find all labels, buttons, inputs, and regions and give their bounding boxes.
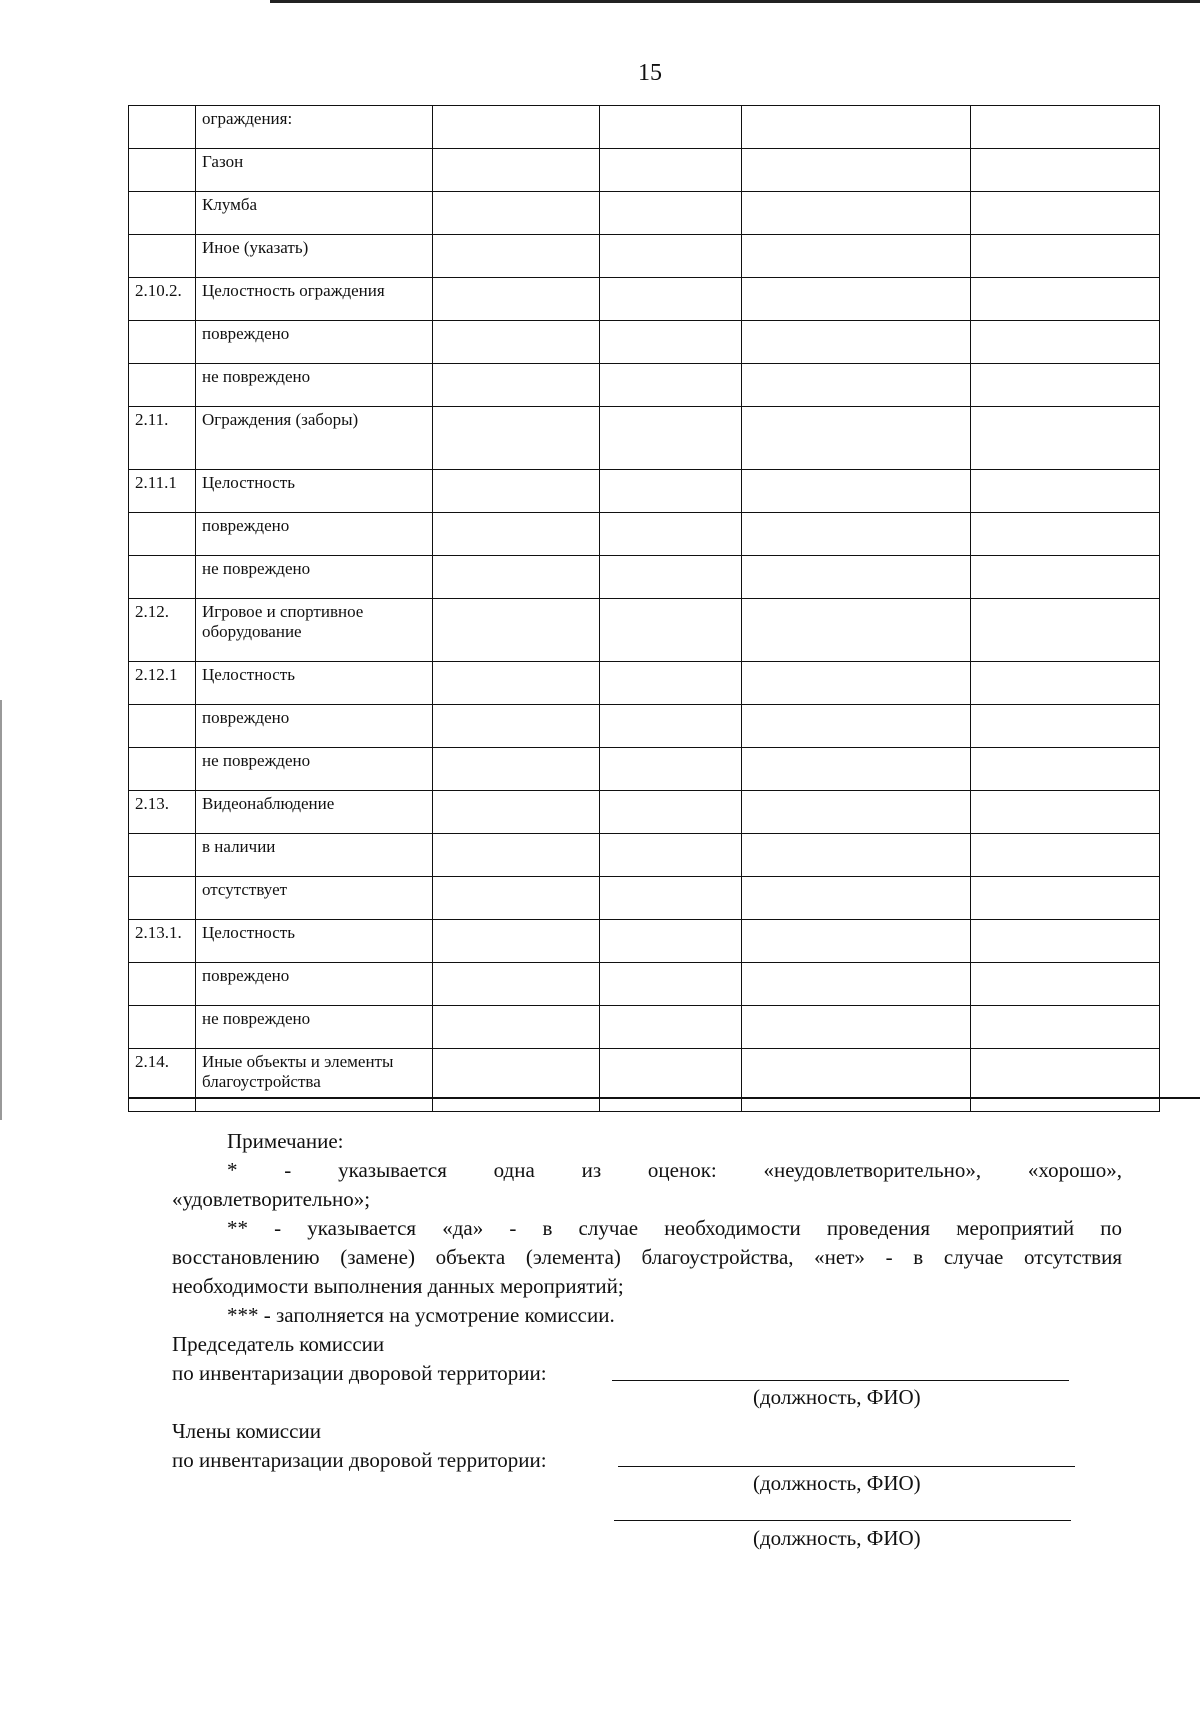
empty-cell[interactable]	[971, 705, 1160, 748]
empty-cell[interactable]	[433, 748, 600, 791]
table-bottom-line	[128, 1097, 1200, 1099]
empty-cell[interactable]	[742, 321, 971, 364]
empty-cell[interactable]	[600, 364, 742, 407]
row-number	[129, 748, 196, 791]
empty-cell[interactable]	[433, 963, 600, 1006]
top-border-line	[270, 0, 1200, 3]
empty-cell[interactable]	[600, 599, 742, 662]
empty-cell[interactable]	[433, 705, 600, 748]
empty-cell[interactable]	[971, 321, 1160, 364]
row-label: Газон	[196, 149, 433, 192]
row-number: 2.11.	[129, 407, 196, 470]
empty-cell[interactable]	[600, 748, 742, 791]
empty-cell[interactable]	[742, 149, 971, 192]
empty-cell[interactable]	[433, 834, 600, 877]
empty-cell[interactable]	[600, 149, 742, 192]
empty-cell[interactable]	[742, 1006, 971, 1049]
empty-cell[interactable]	[742, 963, 971, 1006]
empty-cell[interactable]	[600, 106, 742, 149]
empty-cell[interactable]	[742, 106, 971, 149]
empty-cell[interactable]	[600, 556, 742, 599]
chair-label: по инвентаризации дворовой территории:	[172, 1361, 547, 1385]
empty-cell[interactable]	[971, 662, 1160, 705]
empty-cell[interactable]	[742, 705, 971, 748]
row-label: Целостность ограждения	[196, 278, 433, 321]
row-number	[129, 235, 196, 278]
member-signature-line-2[interactable]	[614, 1520, 1071, 1521]
empty-cell[interactable]	[600, 1049, 742, 1112]
empty-cell[interactable]	[742, 235, 971, 278]
note-3: *** - заполняется на усмотрение комиссии.	[227, 1303, 615, 1327]
empty-cell[interactable]	[433, 470, 600, 513]
empty-cell[interactable]	[433, 149, 600, 192]
row-label: Целостность	[196, 662, 433, 705]
row-label: не повреждено	[196, 1006, 433, 1049]
table-row	[129, 920, 1160, 963]
table-row	[129, 963, 1160, 1006]
empty-cell[interactable]	[971, 149, 1160, 192]
note-1-start: * - указывается одна из оценок: «неудовлетворительно», «хорошо»,	[227, 1158, 1122, 1182]
row-label: Иное (указать)	[196, 235, 433, 278]
empty-cell[interactable]	[971, 748, 1160, 791]
row-number	[129, 963, 196, 1006]
empty-cell[interactable]	[971, 235, 1160, 278]
empty-cell[interactable]	[433, 1006, 600, 1049]
empty-cell[interactable]	[600, 470, 742, 513]
empty-cell[interactable]	[742, 513, 971, 556]
row-number: 2.12.1	[129, 662, 196, 705]
page-number: 15	[638, 60, 662, 86]
members-label: по инвентаризации дворовой территории:	[172, 1448, 547, 1472]
empty-cell[interactable]	[971, 513, 1160, 556]
empty-cell[interactable]	[971, 834, 1160, 877]
row-label: Игровое и спортивное оборудование	[196, 599, 433, 662]
empty-cell[interactable]	[433, 513, 600, 556]
chair-title: Председатель комиссии	[172, 1332, 385, 1356]
empty-cell[interactable]	[971, 791, 1160, 834]
empty-cell[interactable]	[600, 278, 742, 321]
table-row	[129, 1006, 1160, 1049]
empty-cell[interactable]	[433, 192, 600, 235]
table-row	[129, 470, 1160, 513]
empty-cell[interactable]	[742, 364, 971, 407]
row-label: ограждения:	[196, 106, 433, 149]
row-number: 2.12.	[129, 599, 196, 662]
empty-cell[interactable]	[742, 834, 971, 877]
note-2-end: необходимости выполнения данных мероприятий;	[172, 1274, 624, 1298]
row-number: 2.11.1	[129, 470, 196, 513]
row-number: 2.14.	[129, 1049, 196, 1112]
empty-cell[interactable]	[600, 963, 742, 1006]
empty-cell[interactable]	[971, 556, 1160, 599]
empty-cell[interactable]	[433, 364, 600, 407]
table-row	[129, 106, 1160, 149]
empty-cell[interactable]	[742, 407, 971, 470]
row-label: не повреждено	[196, 364, 433, 407]
empty-cell[interactable]	[433, 407, 600, 470]
row-number	[129, 149, 196, 192]
empty-cell[interactable]	[971, 1049, 1160, 1112]
empty-cell[interactable]	[433, 321, 600, 364]
empty-cell[interactable]	[971, 192, 1160, 235]
row-label: Целостность	[196, 920, 433, 963]
member-caption-1: (должность, ФИО)	[753, 1471, 921, 1495]
empty-cell[interactable]	[600, 705, 742, 748]
note-2-mid: восстановлению (замене) объекта (элемента) благоустройства, «нет» - в случае отсутствия	[172, 1245, 1122, 1269]
table-row	[129, 321, 1160, 364]
row-number	[129, 1006, 196, 1049]
row-number	[129, 556, 196, 599]
table-row	[129, 278, 1160, 321]
empty-cell[interactable]	[600, 192, 742, 235]
empty-cell[interactable]	[433, 920, 600, 963]
empty-cell[interactable]	[742, 599, 971, 662]
empty-cell[interactable]	[971, 278, 1160, 321]
members-title: Члены комиссии	[172, 1419, 321, 1443]
row-label: Видеонаблюдение	[196, 791, 433, 834]
row-label: в наличии	[196, 834, 433, 877]
empty-cell[interactable]	[742, 278, 971, 321]
empty-cell[interactable]	[742, 1049, 971, 1112]
empty-cell[interactable]	[433, 791, 600, 834]
scan-edge-line	[0, 700, 2, 1120]
empty-cell[interactable]	[433, 599, 600, 662]
empty-cell[interactable]	[433, 877, 600, 920]
empty-cell[interactable]	[971, 920, 1160, 963]
row-label: не повреждено	[196, 556, 433, 599]
row-number: 2.13.	[129, 791, 196, 834]
notes-block	[172, 1127, 1122, 1475]
notes-heading: Примечание:	[227, 1129, 344, 1153]
row-label: повреждено	[196, 963, 433, 1006]
empty-cell[interactable]	[600, 877, 742, 920]
table-row	[129, 235, 1160, 278]
table-row	[129, 791, 1160, 834]
table-row	[129, 192, 1160, 235]
empty-cell[interactable]	[971, 877, 1160, 920]
row-label: отсутствует	[196, 877, 433, 920]
table-row	[129, 834, 1160, 877]
empty-cell[interactable]	[971, 599, 1160, 662]
row-number	[129, 513, 196, 556]
empty-cell[interactable]	[742, 791, 971, 834]
row-label: повреждено	[196, 321, 433, 364]
empty-cell[interactable]	[742, 662, 971, 705]
empty-cell[interactable]	[433, 1049, 600, 1112]
row-label: Иные объекты и элементы благоустройства	[196, 1049, 433, 1112]
empty-cell[interactable]	[600, 662, 742, 705]
row-number	[129, 705, 196, 748]
row-number	[129, 364, 196, 407]
table-row	[129, 662, 1160, 705]
table-row	[129, 877, 1160, 920]
empty-cell[interactable]	[433, 106, 600, 149]
empty-cell[interactable]	[971, 1006, 1160, 1049]
row-label: повреждено	[196, 705, 433, 748]
empty-cell[interactable]	[742, 556, 971, 599]
empty-cell[interactable]	[600, 321, 742, 364]
table-row	[129, 556, 1160, 599]
empty-cell[interactable]	[433, 556, 600, 599]
empty-cell[interactable]	[971, 364, 1160, 407]
row-number	[129, 321, 196, 364]
table-row	[129, 1049, 1160, 1112]
empty-cell[interactable]	[742, 877, 971, 920]
note-1-end: «удовлетворительно»;	[172, 1187, 371, 1211]
row-label: Клумба	[196, 192, 433, 235]
table-row	[129, 364, 1160, 407]
row-label: повреждено	[196, 513, 433, 556]
row-number: 2.13.1.	[129, 920, 196, 963]
table-row	[129, 705, 1160, 748]
table-row	[129, 407, 1160, 470]
table-row	[129, 748, 1160, 791]
empty-cell[interactable]	[433, 662, 600, 705]
inventory-table	[128, 105, 1160, 1112]
table-row	[129, 599, 1160, 662]
empty-cell[interactable]	[600, 1006, 742, 1049]
empty-cell[interactable]	[600, 407, 742, 470]
empty-cell[interactable]	[742, 920, 971, 963]
table-row	[129, 149, 1160, 192]
row-label: Целостность	[196, 470, 433, 513]
note-2-start: ** - указывается «да» - в случае необходимости проведения мероприятий по	[227, 1216, 1122, 1240]
row-number	[129, 834, 196, 877]
empty-cell[interactable]	[433, 278, 600, 321]
member-caption-2: (должность, ФИО)	[753, 1526, 921, 1550]
empty-cell[interactable]	[971, 407, 1160, 470]
empty-cell[interactable]	[600, 920, 742, 963]
row-number	[129, 877, 196, 920]
empty-cell[interactable]	[971, 106, 1160, 149]
row-number	[129, 106, 196, 149]
member-signature-line-1[interactable]	[618, 1466, 1075, 1467]
empty-cell[interactable]	[971, 963, 1160, 1006]
empty-cell[interactable]	[742, 192, 971, 235]
empty-cell[interactable]	[971, 470, 1160, 513]
table-row	[129, 513, 1160, 556]
chair-signature-line[interactable]	[612, 1380, 1069, 1381]
empty-cell[interactable]	[433, 235, 600, 278]
row-label: не повреждено	[196, 748, 433, 791]
chair-caption: (должность, ФИО)	[753, 1385, 921, 1409]
row-label: Ограждения (заборы)	[196, 407, 433, 470]
empty-cell[interactable]	[600, 791, 742, 834]
empty-cell[interactable]	[600, 513, 742, 556]
empty-cell[interactable]	[742, 470, 971, 513]
empty-cell[interactable]	[742, 748, 971, 791]
empty-cell[interactable]	[600, 834, 742, 877]
empty-cell[interactable]	[600, 235, 742, 278]
row-number: 2.10.2.	[129, 278, 196, 321]
row-number	[129, 192, 196, 235]
